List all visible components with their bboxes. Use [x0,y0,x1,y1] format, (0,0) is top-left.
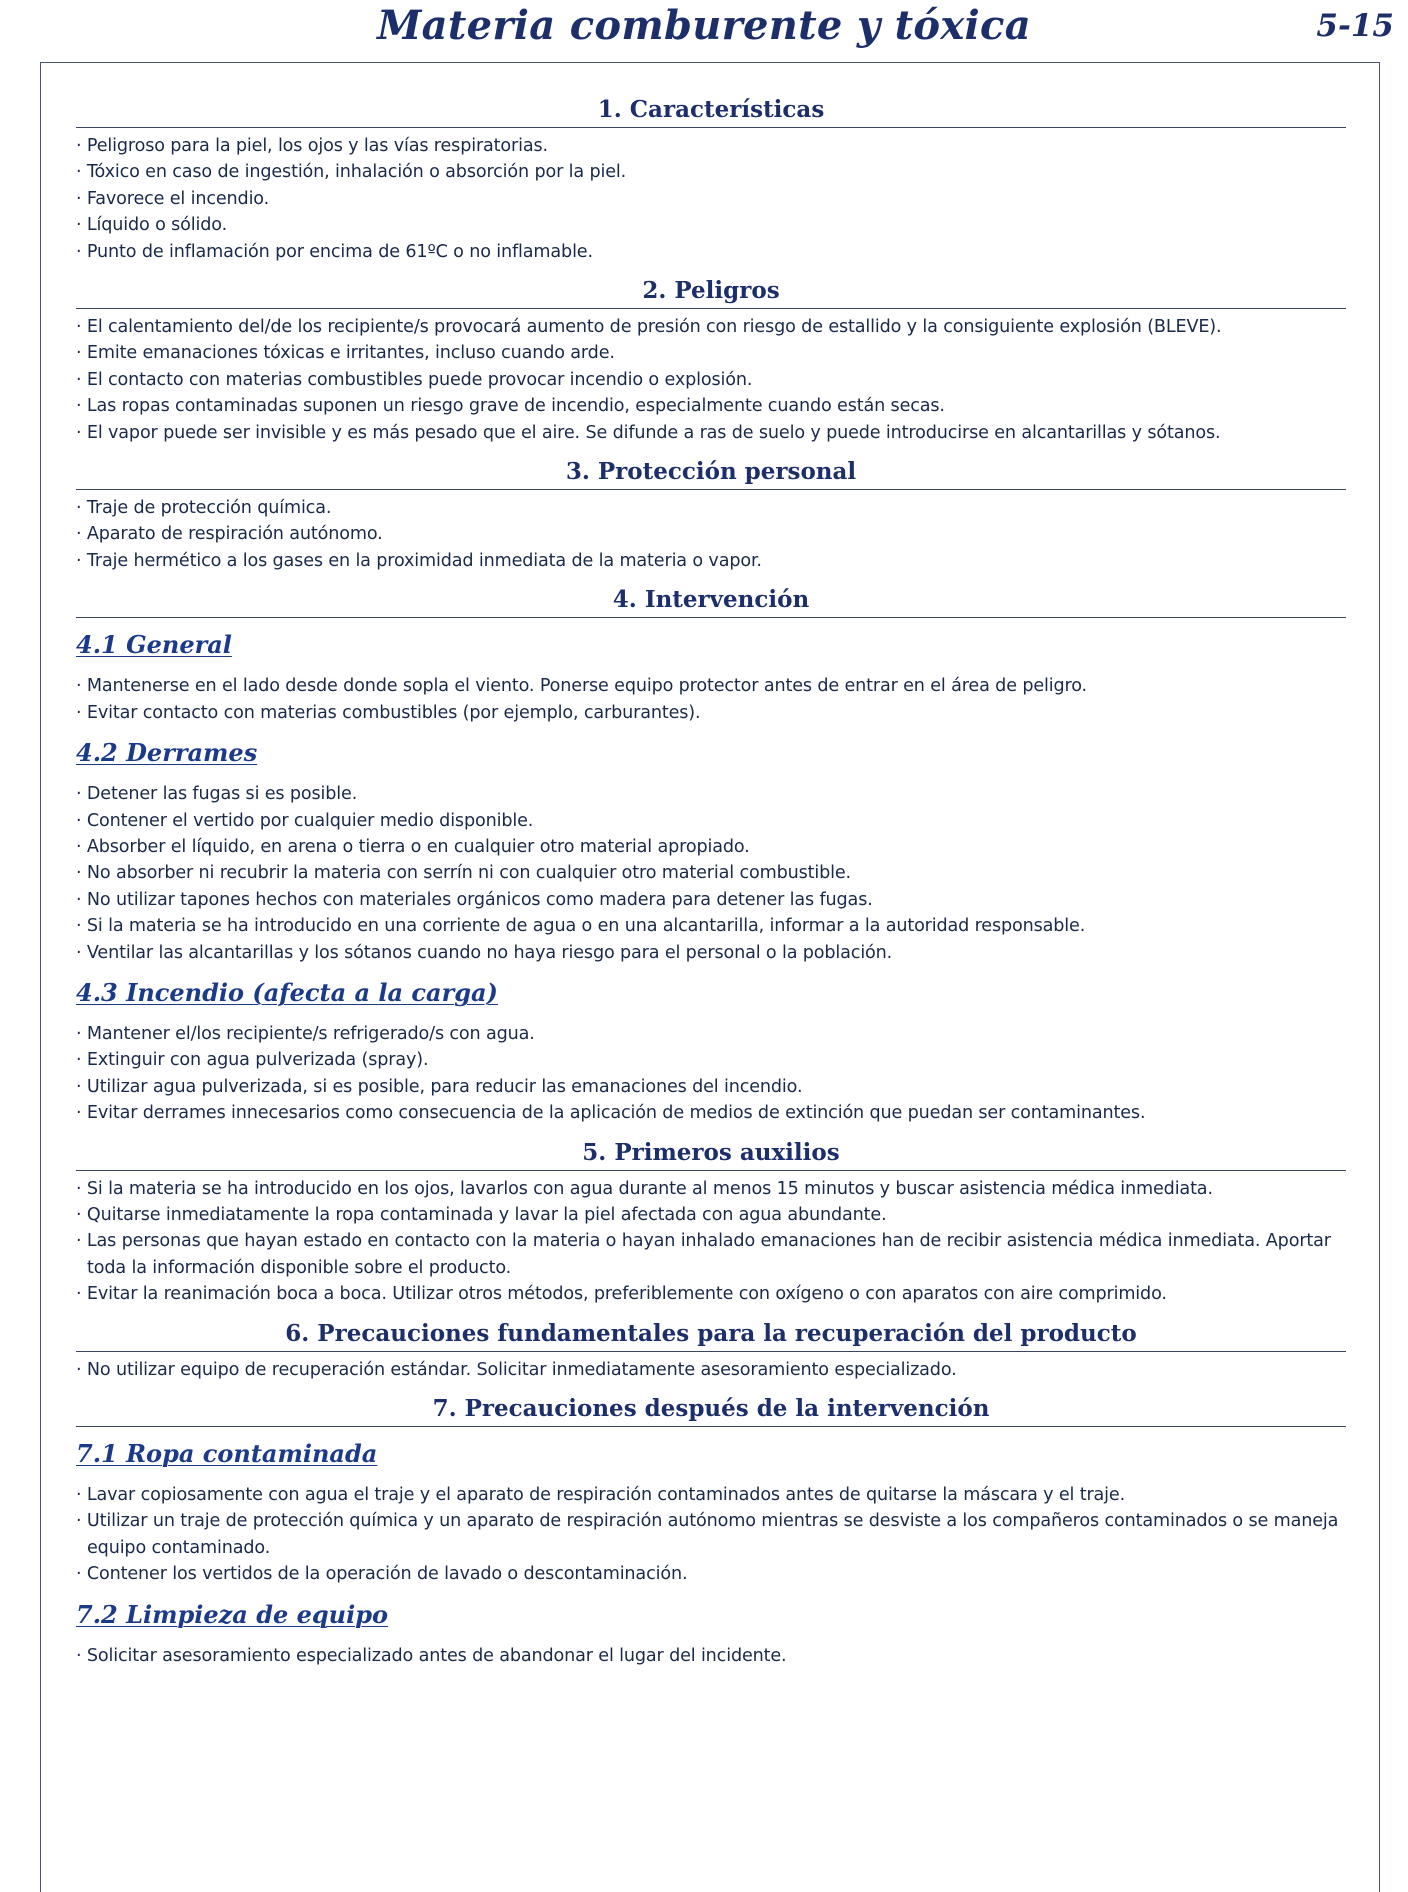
list-item: · Extinguir con agua pulverizada (spray). [76,1050,429,1071]
page-title: Materia comburente y tóxica [377,2,1031,49]
list-item: · Ventilar las alcantarillas y los sótanos cuando no haya riesgo para el personal o la población. [76,942,893,963]
section-heading-precauciones-recuperacion: 6. Precauciones fundamentales para la recuperación del producto [76,1320,1346,1352]
list-general [76,673,1346,726]
list-item: · Detener las fugas si es posible. [76,784,358,805]
list-item: · Contener el vertido por cualquier medio disponible. [76,810,534,831]
subheading-derrames: 4.2 Derrames [76,738,258,768]
list-item: · Las ropas contaminadas suponen un riesgo grave de incendio, especialmente cuando están secas. [76,396,945,417]
document-body [76,96,1346,1669]
list-item: · Tóxico en caso de ingestión, inhalación o absorción por la piel. [76,162,627,183]
list-limpieza-equipo [76,1643,1346,1669]
list-item: · No utilizar tapones hechos con materiales orgánicos como madera para detener las fugas. [76,889,873,910]
list-item: · Peligroso para la piel, los ojos y las vías respiratorias. [76,136,548,156]
section-heading-peligros: 2. Peligros [76,277,1346,309]
list-item: · El calentamiento del/de los recipiente/s provocará aumento de presión con riesgo de estallido y la consiguiente explosión (BLEVE). [76,317,1222,338]
section-heading-precauciones-despues: 7. Precauciones después de la intervención [76,1395,1346,1427]
list-item: · Punto de inflamación por encima de 61ºC o no inflamable. [76,241,593,262]
list-item: · Evitar la reanimación boca a boca. Utilizar otros métodos, preferiblemente con oxígeno o con aparatos con aire comprimido. [76,1284,1167,1305]
list-item: · Evitar contacto con materias combustibles (por ejemplo, carburantes). [76,702,701,723]
list-item: · Utilizar un traje de protección química y un aparato de respiración autónomo mientras se desviste a los compañeros contaminados o se maneja equipo contaminado. [76,1511,1339,1558]
list-item: · Mantenerse en el lado desde donde sopla el viento. Ponerse equipo protector antes de entrar en el área de peligro. [76,676,1087,697]
list-ropa-contaminada [76,1482,1346,1588]
list-item: · Traje hermético a los gases en la proximidad inmediata de la materia o vapor. [76,550,762,571]
list-item: · Aparato de respiración autónomo. [76,524,383,545]
list-item: · Utilizar agua pulverizada, si es posible, para reducir las emanaciones del incendio. [76,1076,803,1097]
list-item: · Favorece el incendio. [76,188,270,209]
list-item: · Lavar copiosamente con agua el traje y el aparato de respiración contaminados antes de quitarse la máscara y el traje. [76,1485,1126,1505]
section-heading-primeros-auxilios: 5. Primeros auxilios [76,1139,1346,1171]
list-item: · Evitar derrames innecesarios como consecuencia de la aplicación de medios de extinción que puedan ser contaminantes. [76,1103,1146,1124]
list-item: · No utilizar equipo de recuperación estándar. Solicitar inmediatamente asesoramiento especializado. [76,1359,957,1380]
page-number: 5-15 [1316,8,1394,44]
list-item: · El contacto con materias combustibles puede provocar incendio o explosión. [76,369,753,390]
list-item: · Quitarse inmediatamente la ropa contaminada y lavar la piel afectada con agua abundante. [76,1204,887,1225]
list-item: · El vapor puede ser invisible y es más pesado que el aire. Se difunde a ras de suelo y puede introducirse en alcantarillas y sótanos. [76,422,1221,443]
section-heading-caracteristicas: 1. Características [76,96,1346,128]
list-primeros-auxilios [76,1176,1346,1308]
list-item: · No absorber ni recubrir la materia con serrín ni con cualquier otro material combustible. [76,863,851,884]
list-caracteristicas [76,133,1346,265]
list-peligros [76,314,1346,446]
list-item: · Solicitar asesoramiento especializado antes de abandonar el lugar del incidente. [76,1645,787,1666]
subheading-general: 4.1 General [76,630,232,660]
list-item: · Si la materia se ha introducido en una corriente de agua o en una alcantarilla, informar a la autoridad responsable. [76,916,1086,937]
page-header [0,0,1408,62]
list-item: · Líquido o sólido. [76,215,228,236]
section-heading-intervencion: 4. Intervención [76,586,1346,618]
subheading-incendio: 4.3 Incendio (afecta a la carga) [76,977,498,1007]
list-item: · Las personas que hayan estado en contacto con la materia o hayan inhalado emanaciones han de recibir asistencia médica inmediata. Aportar toda la información disponible sobre el producto. [76,1231,1331,1278]
section-heading-proteccion: 3. Protección personal [76,458,1346,490]
subheading-limpieza-equipo: 7.2 Limpieza de equipo [76,1599,389,1629]
list-item: · Traje de protección química. [76,498,332,519]
list-item: · Absorber el líquido, en arena o tierra o en cualquier otro material apropiado. [76,836,750,857]
list-item: · Emite emanaciones tóxicas e irritantes, incluso cuando arde. [76,343,615,364]
list-precauciones-recuperacion [76,1357,1346,1383]
list-derrames [76,781,1346,966]
list-proteccion [76,495,1346,574]
subheading-ropa-contaminada: 7.1 Ropa contaminada [76,1439,378,1468]
list-item: · Mantener el/los recipiente/s refrigerado/s con agua. [76,1023,535,1044]
list-item: · Si la materia se ha introducido en los ojos, lavarlos con agua durante al menos 15 minutos y buscar asistencia médica inmediata. [76,1178,1213,1199]
list-incendio [76,1021,1346,1127]
list-item: · Contener los vertidos de la operación de lavado o descontaminación. [76,1564,688,1585]
